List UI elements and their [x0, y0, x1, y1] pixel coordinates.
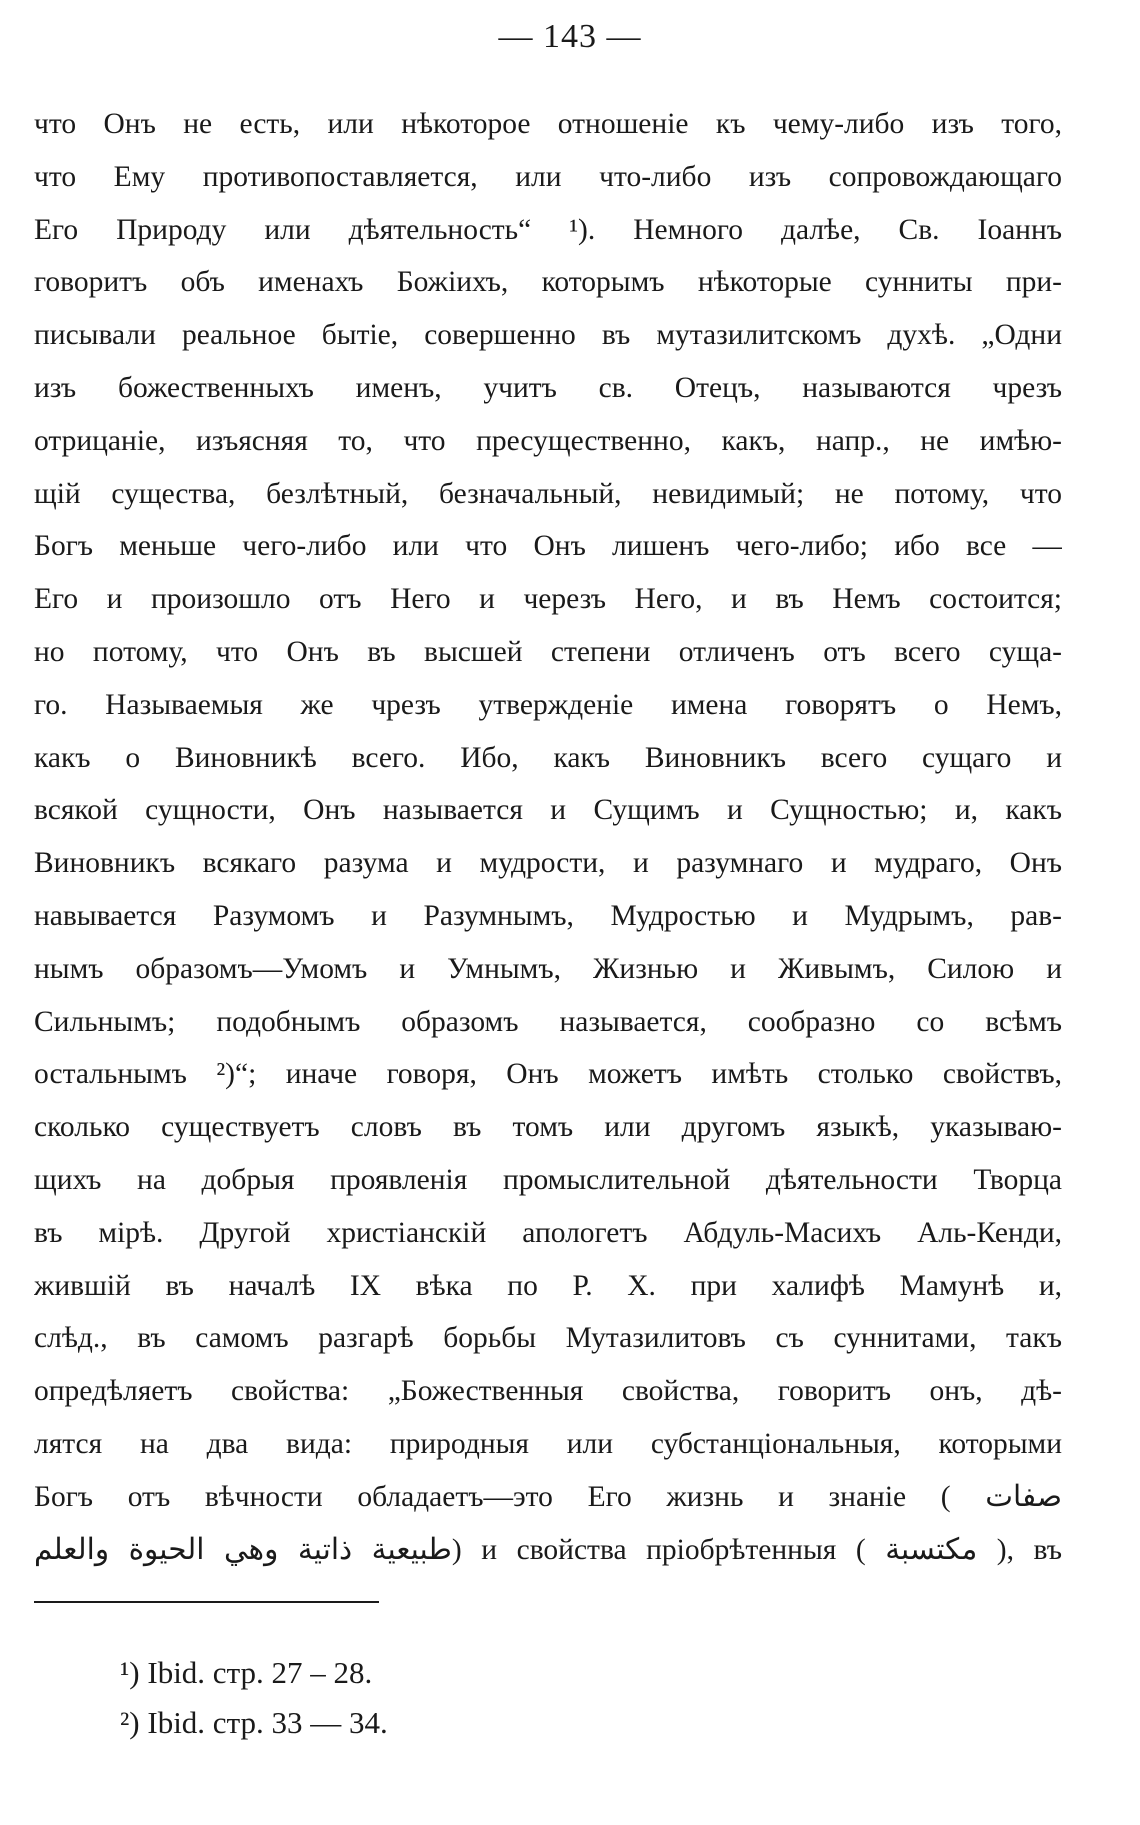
footnote-divider — [34, 1601, 379, 1603]
text-line: въ мірѣ. Другой христіанскій апологетъ Абдуль-Масихъ Аль-Кенди, — [34, 1216, 1062, 1249]
text-line: Сильнымъ; подобнымъ образомъ называется, сообразно со всѣмъ — [34, 1005, 1062, 1038]
text-line: опредѣляетъ свойства: „Божественныя свойства, говоритъ онъ, дѣ- — [34, 1375, 1062, 1408]
text-line: говоритъ объ именахъ Божіихъ, которымъ нѣкоторые сунниты при- — [34, 266, 1062, 299]
text-line: писывали реальное бытіе, совершенно въ мутазилитскомъ духѣ. „Одни — [34, 319, 1062, 352]
text-line: слѣд., въ самомъ разгарѣ борьбы Мутазилитовъ съ суннитами, такъ — [34, 1322, 1062, 1355]
text-line: щихъ на добрыя проявленія промыслительной дѣятельности Творца — [34, 1163, 1062, 1196]
text-line: но потому, что Онъ въ высшей степени отличенъ отъ всего суща- — [34, 635, 1062, 668]
footnote-1: ¹) Ibid. стр. 27 – 28. — [120, 1655, 373, 1690]
text-line: Богъ меньше чего-либо или что Онъ лишенъ чего-либо; ибо все — — [34, 530, 1062, 563]
text-line: изъ божественныхъ именъ, учитъ св. Отецъ, называются чрезъ — [34, 371, 1062, 404]
text-line: Его Природу или дѣятельность“ ¹). Немного далѣе, Св. Іоаннъ — [34, 213, 1062, 246]
text-line: сколько существуетъ словъ въ томъ или другомъ языкѣ, указываю- — [34, 1111, 1062, 1144]
footnotes — [120, 1648, 388, 1748]
text-line: навывается Разумомъ и Разумнымъ, Мудростью и Мудрымъ, рав- — [34, 899, 1062, 932]
text-line: нымъ образомъ—Умомъ и Умнымъ, Жизнью и Живымъ, Силою и — [34, 952, 1062, 985]
text-line: Виновникъ всякаго разума и мудрости, и разумнаго и мудраго, Онъ — [34, 847, 1062, 880]
text-line: отрицаніе, изъясняя то, что пресущественно, какъ, напр., не имѣю- — [34, 424, 1062, 457]
text-line: Богъ отъ вѣчности обладаетъ—это Его жизнь и знаніе ( صفات — [34, 1480, 1062, 1513]
text-line: طبيعية ذاتية وهي الحيوة والعلم) и свойства пріобрѣтенныя ( مكتسبة ), въ — [34, 1533, 1062, 1566]
text-line: что Онъ не есть, или нѣкоторое отношеніе къ чему-либо изъ того, — [34, 108, 1062, 140]
text-line: жившій въ началѣ IX вѣка по Р. Х. при халифѣ Мамунѣ и, — [34, 1269, 1062, 1302]
text-line: щій существа, безлѣтный, безначальный, невидимый; не потому, что — [34, 477, 1062, 510]
text-line: всякой сущности, Онъ называется и Сущимъ и Сущностью; и, какъ — [34, 794, 1062, 827]
page-number: — 143 — — [498, 18, 642, 55]
footnote-2: ²) Ibid. стр. 33 — 34. — [120, 1705, 388, 1740]
text-line: что Ему противопоставляется, или что-либо изъ сопровождающаго — [34, 160, 1062, 193]
text-line: какъ о Виновникѣ всего. Ибо, какъ Виновникъ всего сущаго и — [34, 741, 1062, 774]
text-line: остальнымъ ²)“; иначе говоря, Онъ можетъ имѣть столько свойствъ, — [34, 1058, 1062, 1091]
text-line: Его и произошло отъ Него и черезъ Него, и въ Немъ состоится; — [34, 583, 1062, 616]
body-text — [34, 98, 1062, 1576]
text-line: го. Называемыя же чрезъ утвержденіе имена говорятъ о Немъ, — [34, 688, 1062, 721]
text-line: лятся на два вида: природныя или субстанціональныя, которыми — [34, 1427, 1062, 1460]
